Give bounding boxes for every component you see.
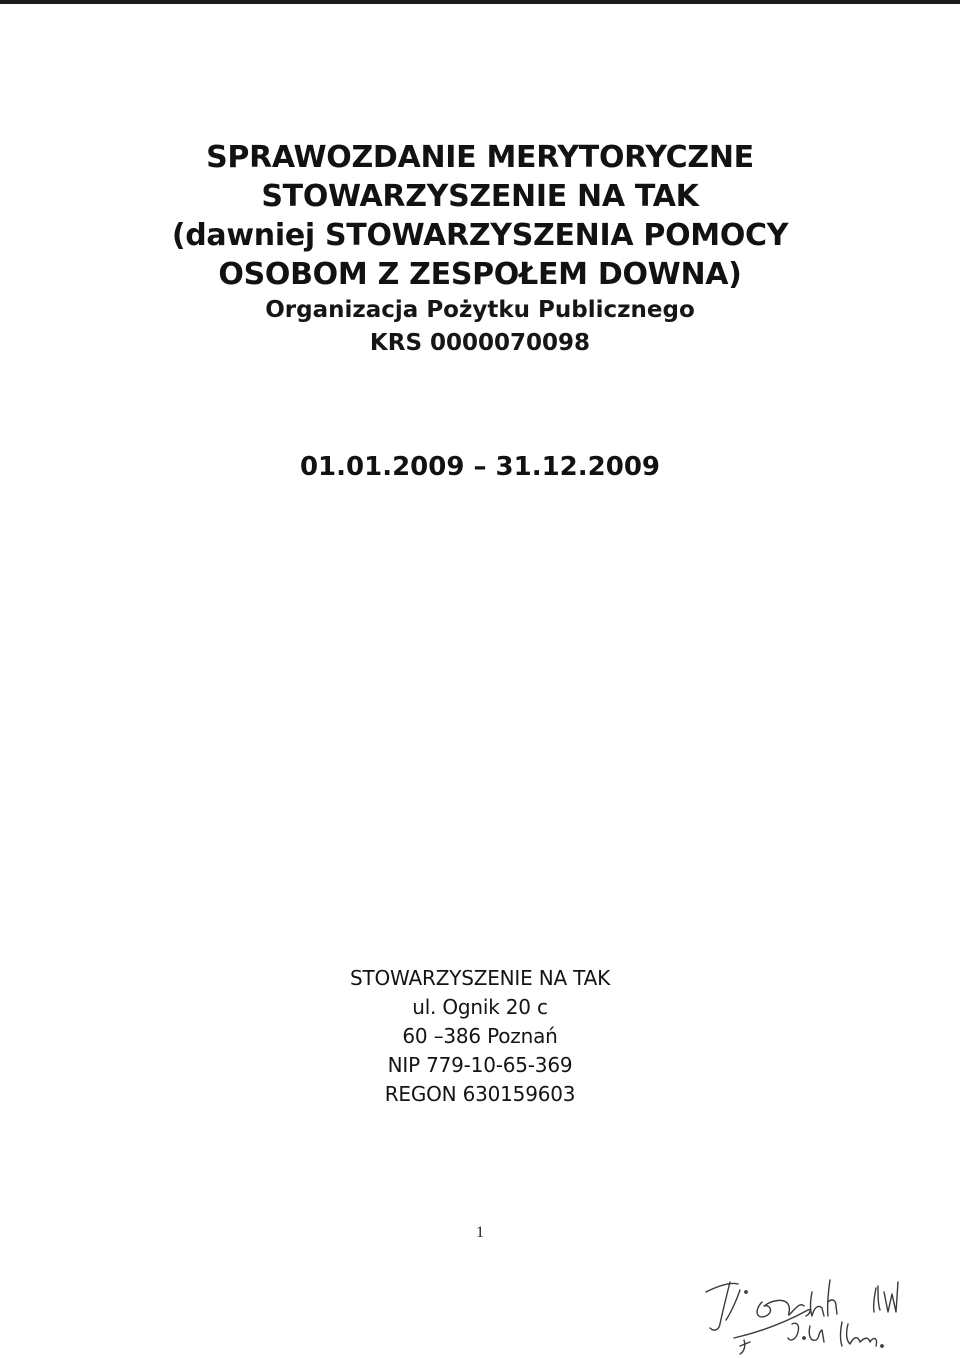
regon-number: REGON 630159603 bbox=[384, 1082, 576, 1106]
former-name-line-2: OSOBOM Z ZESPOŁEM DOWNA) bbox=[218, 257, 742, 292]
address-street: ul. Ognik 20 c bbox=[412, 995, 548, 1019]
address-city: 60 –386 Poznań bbox=[402, 1024, 558, 1048]
page-number: 1 bbox=[476, 1224, 484, 1241]
former-name-line-1: (dawniej STOWARZYSZENIA POMOCY bbox=[171, 218, 789, 253]
nip-number: NIP 779-10-65-369 bbox=[387, 1053, 573, 1077]
organization-type: Organizacja Pożytku Publicznego bbox=[265, 297, 695, 323]
krs-number: KRS 0000070098 bbox=[369, 330, 591, 356]
address-block bbox=[0, 964, 960, 1109]
report-title: SPRAWOZDANIE MERYTORYCZNE bbox=[206, 140, 754, 175]
handwritten-signature-icon bbox=[700, 1262, 920, 1358]
reporting-period: 01.01.2009 – 31.12.2009 bbox=[299, 452, 661, 482]
report-title-block bbox=[0, 138, 960, 360]
top-border-rule bbox=[0, 0, 960, 4]
organization-name: STOWARZYSZENIE NA TAK bbox=[261, 179, 699, 214]
address-organization-name: STOWARZYSZENIE NA TAK bbox=[350, 966, 610, 990]
